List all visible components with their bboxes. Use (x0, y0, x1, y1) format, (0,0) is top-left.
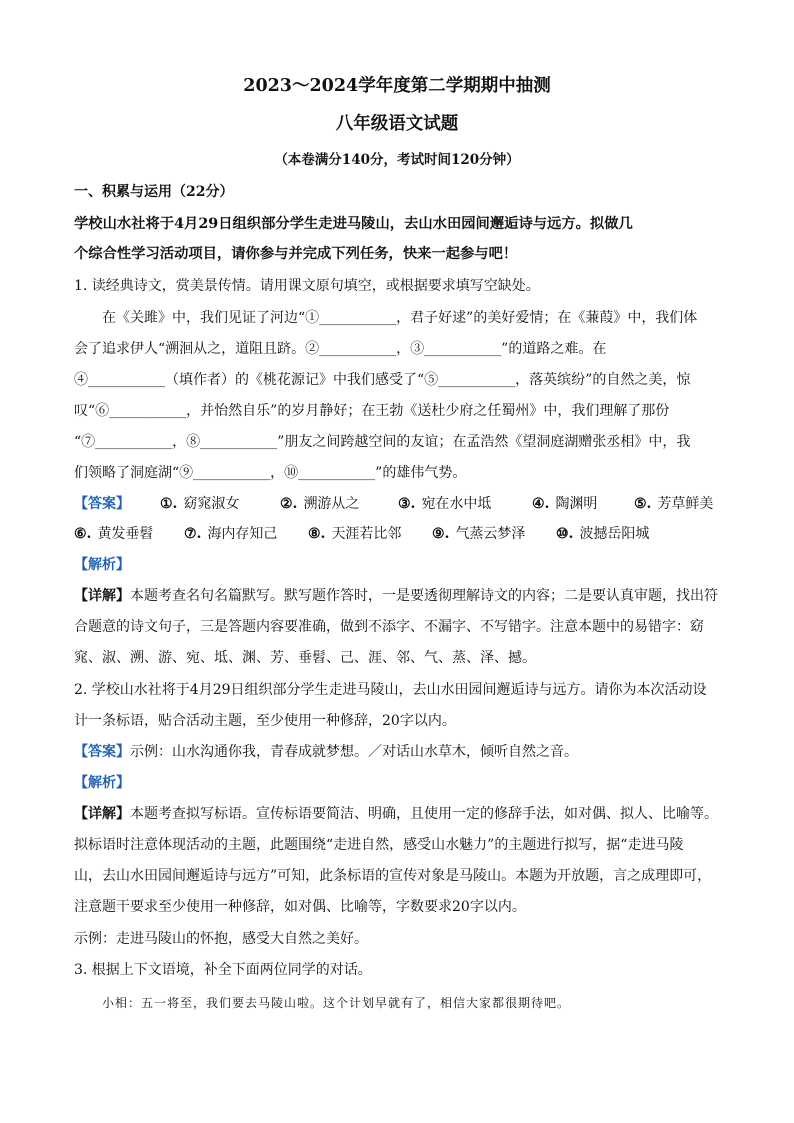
q1-text-line6: 们领略了洞庭湖“⑨___________，⑩___________”的雄伟气势。 (74, 465, 467, 481)
answer-item: ⑩. 波撼岳阳城 (556, 526, 650, 542)
q1-text-line1: 在《关雎》中，我们见证了河边“①___________，君子好逑”的美好爱情；在《蒹葭》中，我们体 (102, 310, 698, 326)
q1-text-line2: 会了追求伊人“溯洄从之，道阻且跻。②___________，③___________”的道路之难。在 (74, 341, 607, 357)
q2-detail-line2: 拟标语时注意体现活动的主题，此题围绕“走进自然，感受山水魅力”的主题进行拟写，据“走进马陵 (74, 837, 684, 853)
section-intro-line2: 个综合性学习活动项目，请你参与并完成下列任务，快来一起参与吧！ (74, 246, 518, 262)
q2-detail-line3: 山，去山水田园间邂逅诗与远方”可知，此条标语的宣传对象是马陵山。本题为开放题，言之成理即可， (74, 868, 712, 884)
exam-note: （本卷满分140分，考试时间120分钟） (274, 152, 520, 168)
q1-analysis-label: 【解析】 (74, 557, 130, 573)
q1-stem: 1. 读经典诗文，赏美景传情。请用课文原句填空，或根据要求填写空缺处。 (74, 278, 540, 294)
q2-example: 示例：走进马陵山的怀抱，感受大自然之美好。 (74, 931, 368, 947)
q1-detail-line3: 窕、淑、溯、游、宛、坻、渊、芳、垂髫、己、涯、邻、气、蒸、泽、撼。 (74, 650, 536, 666)
exam-subtitle: 八年级语文试题 (335, 114, 459, 134)
answer-item: ⑨. 气蒸云梦泽 (432, 526, 526, 542)
q1-text-line3: ④___________（填作者）的《桃花源记》中我们感受了“⑤___________，落英缤纷”的自然之美，惊 (74, 372, 691, 388)
answer-item: ⑤. 芳草鲜美 (634, 496, 714, 512)
q2-stem-line2: 计一条标语，贴合活动主题，至少使用一种修辞，20字以内。 (74, 713, 456, 729)
answer-item: ⑥. 黄发垂髫 (74, 526, 154, 542)
answer-item: ③. 宛在水中坻 (398, 496, 492, 512)
q2-answer-line: 【答案】示例：山水沟通你我，青春成就梦想。／对话山水草木，倾听自然之音。 (74, 744, 578, 760)
q1-text-line5: “⑦___________，⑧___________”朋友之间跨越空间的友谊；在孟浩然《望洞庭湖赠张丞相》中，我 (74, 434, 691, 450)
q2-detail-line4: 注意题干要求至少使用一种修辞，如对偶、比喻等，字数要求20字以内。 (74, 899, 526, 915)
section-heading: 一、积累与运用（22分） (74, 184, 234, 200)
q2-analysis-label: 【解析】 (74, 775, 130, 791)
q3-dialogue-line1: 小相：五一将至，我们要去马陵山啦。这个计划早就有了，相信大家都很期待吧。 (102, 996, 571, 1010)
q1-text-line4: 叹“⑥___________，并怡然自乐”的岁月静好；在王勃《送杜少府之任蜀州》中，我们理解了那份 (74, 403, 670, 419)
q2-detail-line1: 【详解】本题考查拟写标语。宣传标语要简洁、明确，且使用一定的修辞手法，如对偶、拟人、比喻等。 (74, 806, 718, 822)
section-intro-line1: 学校山水社将于4月29日组织部分学生走进马陵山，去山水田园间邂逅诗与远方。拟做几 (74, 216, 633, 232)
exam-title: 2023～2024学年度第二学期期中抽测 (243, 76, 551, 96)
q2-stem-line1: 2. 学校山水社将于4月29日组织部分学生走进马陵山，去山水田园间邂逅诗与远方。请你为本次活动设 (74, 682, 707, 698)
answer-item: ⑧. 天涯若比邻 (308, 526, 402, 542)
q1-answer-label: 【答案】 (74, 496, 130, 512)
answer-item: ⑦. 海内存知己 (184, 526, 278, 542)
q1-detail-line2: 合题意的诗文句子，三是答题内容要准确，做到不添字、不漏字、不写错字。注意本题中的易错字：窈 (74, 619, 704, 635)
q3-stem: 3. 根据上下文语境，补全下面两位同学的对话。 (74, 962, 372, 978)
q1-detail-line1: 【详解】本题考查名句名篇默写。默写题作答时，一是要透彻理解诗文的内容；二是要认真审题，找出符 (74, 588, 718, 604)
answer-item: ①. 窈窕淑女 (160, 496, 240, 512)
answer-item: ②. 溯游从之 (280, 496, 360, 512)
answer-item: ④. 陶渊明 (532, 496, 598, 512)
